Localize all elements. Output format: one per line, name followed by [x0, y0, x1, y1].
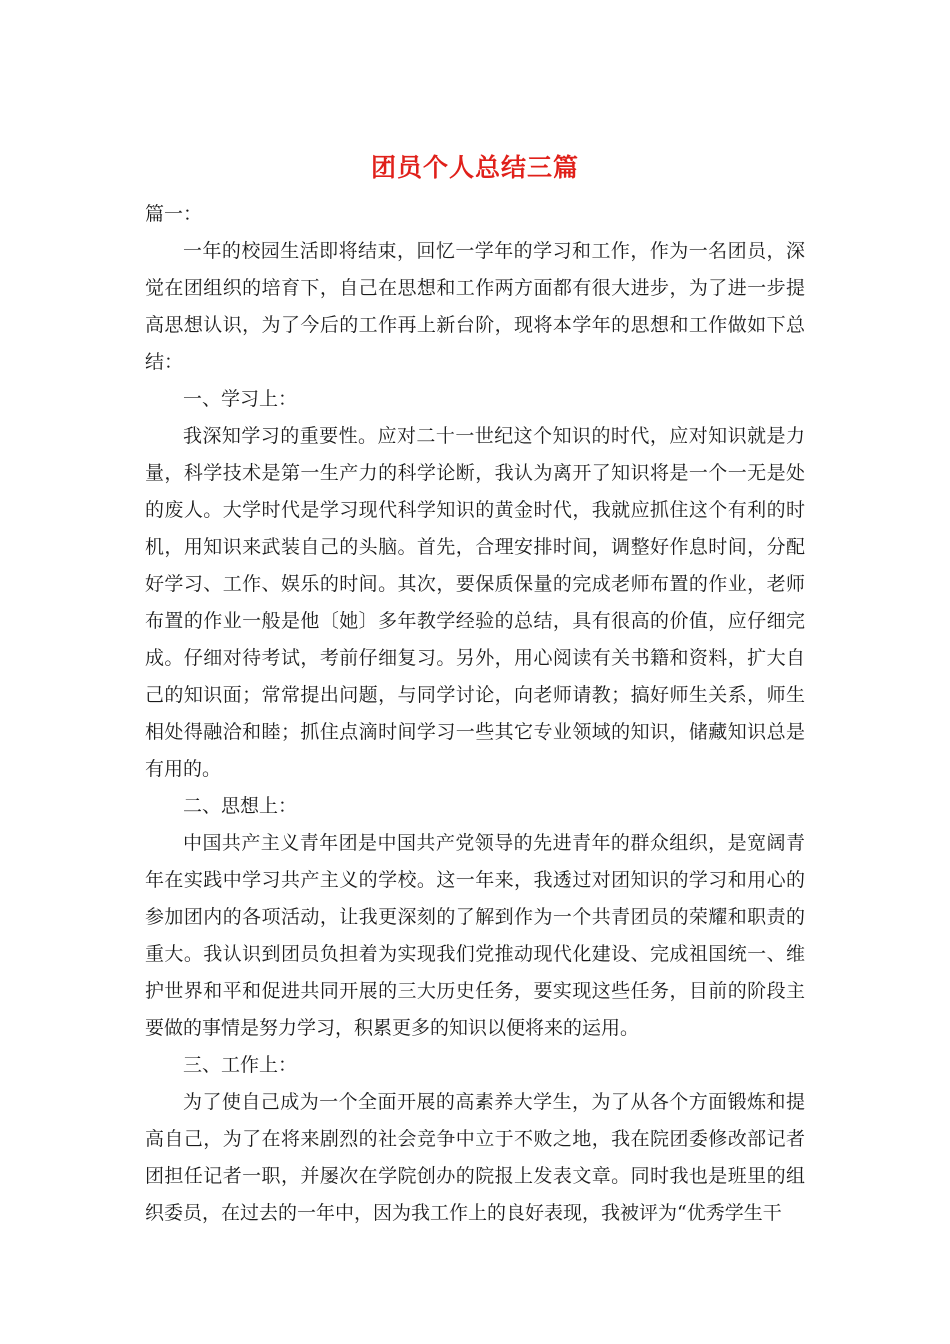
work-paragraph: 为了使自己成为一个全面开展的高素养大学生，为了从各个方面锻炼和提高自己，为了在将来剧烈的社会竞争中立于不败之地，我在院团委修改部记者团担任记者一职，并屡次在学院创办的院报上发表文章。同时我也是班里的组织委员，在过去的一年中，因为我工作上的良好表现，我被评为“优秀学生干 [145, 1091, 805, 1224]
heading-thought: 二、思想上： [183, 795, 298, 817]
intro-paragraph: 一年的校园生活即将结束，回忆一学年的学习和工作，作为一名团员，深觉在团组织的培育下，自己在思想和工作两方面都有很大进步，为了进一步提高思想认识，为了今后的工作再上新台阶，现将本学年的思想和工作做如下总结： [145, 240, 805, 373]
section-label: 篇一： [145, 203, 203, 225]
document-body [145, 196, 805, 1232]
heading-work: 三、工作上： [183, 1054, 298, 1076]
study-paragraph: 我深知学习的重要性。应对二十一世纪这个知识的时代，应对知识就是力量，科学技术是第一生产力的科学论断，我认为离开了知识将是一个一无是处的废人。大学时代是学习现代科学知识的黄金时代，我就应抓住这个有利的时机，用知识来武装自己的头脑。首先，合理安排时间，调整好作息时间，分配好学习、工作、娱乐的时间。其次，要保质保量的完成老师布置的作业，老师布置的作业一般是他〔她〕多年教学经验的总结，具有很高的价值，应仔细完成。仔细对待考试，考前仔细复习。另外，用心阅读有关书籍和资料，扩大自己的知识面；常常提出问题，与同学讨论，向老师请教；搞好师生关系，师生相处得融洽和睦；抓住点滴时间学习一些其它专业领域的知识，储藏知识总是有用的。 [145, 425, 805, 780]
document-title: 团员个人总结三篇 [370, 153, 579, 182]
thought-paragraph: 中国共产主义青年团是中国共产党领导的先进青年的群众组织，是宽阔青年在实践中学习共产主义的学校。这一年来，我透过对团知识的学习和用心的参加团内的各项活动，让我更深刻的了解到作为一个共青团员的荣耀和职责的重大。我认识到团员负担着为实现我们党推动现代化建设、完成祖国统一、维护世界和平和促进共同开展的三大历史任务，要实现这些任务，目前的阶段主要做的事情是努力学习，积累更多的知识以便将来的运用。 [145, 832, 805, 1039]
heading-study: 一、学习上： [183, 388, 298, 410]
